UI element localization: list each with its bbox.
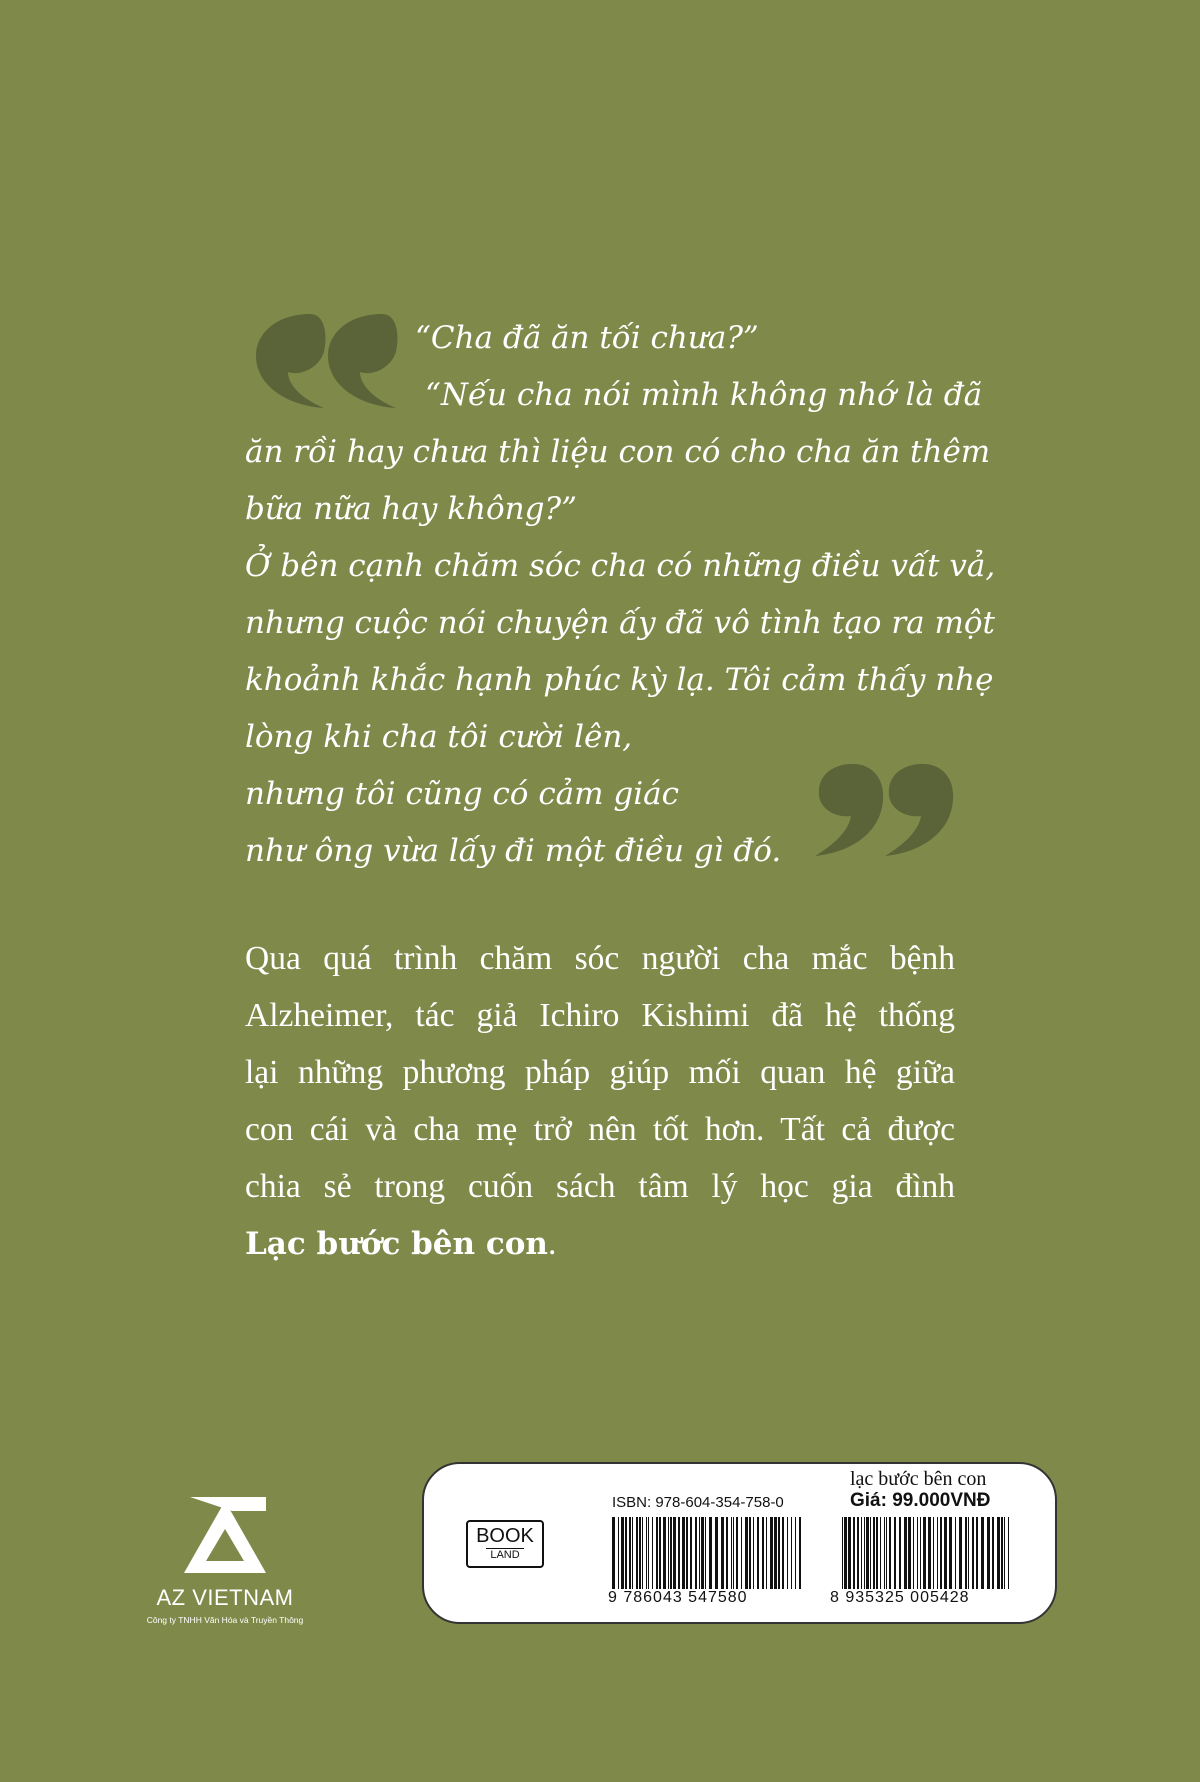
barcode-bar (726, 1517, 728, 1589)
barcode-bar (997, 1517, 1000, 1589)
barcode-bar (787, 1517, 788, 1589)
barcode-bar (884, 1517, 885, 1589)
barcode-bar (749, 1517, 751, 1589)
barcode-bar (799, 1517, 801, 1589)
price-label: Giá: 99.000VNĐ (850, 1490, 991, 1511)
barcode-bar (778, 1517, 780, 1589)
barcode-bar (699, 1517, 700, 1589)
barcode-bar (923, 1517, 926, 1589)
bookland-bottom: LAND (486, 1548, 524, 1562)
barcode-bar (899, 1517, 901, 1589)
barcode-bar (678, 1517, 680, 1589)
barcode-bar (870, 1517, 871, 1589)
description-line: Qua quá trình chăm sóc người cha mắc bệnh (245, 940, 955, 977)
barcode-bar (894, 1517, 896, 1589)
price-digits: 8 935325 005428 (830, 1589, 970, 1606)
barcode-bar (880, 1517, 881, 1589)
barcode-bar (904, 1517, 907, 1589)
barcode-bar (965, 1517, 967, 1589)
barcode-bar (652, 1517, 653, 1589)
barcode-bar (625, 1517, 627, 1589)
barcode-bar (639, 1517, 641, 1589)
barcode-bar (949, 1517, 952, 1589)
quote-line: khoảnh khắc hạnh phúc kỳ lạ. Tôi cảm thấy nhẹ (245, 662, 994, 698)
barcode-bar (682, 1517, 685, 1589)
barcode-bar (762, 1517, 764, 1589)
barcode-bar (889, 1517, 891, 1589)
barcode-bar (663, 1517, 666, 1589)
barcode-bar (1004, 1517, 1005, 1589)
barcode-bar (686, 1517, 688, 1589)
barcode-bar (659, 1517, 661, 1589)
barcode-bar (646, 1517, 647, 1589)
barcode-bar (933, 1517, 934, 1589)
barcode-bar (972, 1517, 974, 1589)
barcode-panel (422, 1462, 1057, 1624)
barcode-bar (705, 1517, 706, 1589)
barcode-bar (774, 1517, 777, 1589)
isbn-barcode (612, 1517, 804, 1589)
quote-line: lòng khi cha tôi cười lên, (245, 719, 633, 755)
quote-line: Ở bên cạnh chăm sóc cha có những điều vất vả, (245, 548, 996, 584)
barcode-bar (782, 1517, 784, 1589)
barcode-bar (673, 1517, 676, 1589)
description-line: Alzheimer, tác giả Ichiro Kishimi đã hệ thống (245, 997, 955, 1034)
quote-line: nhưng cuộc nói chuyện ấy đã vô tình tạo ra một (245, 605, 995, 641)
publisher-subtitle: Công ty TNHH Văn Hóa và Truyền Thông (146, 1615, 304, 1625)
barcode-bar (648, 1517, 649, 1589)
description-line: lại những phương pháp giúp mối quan hệ giữa (245, 1054, 955, 1091)
barcode-bar (670, 1517, 672, 1589)
price-barcode (842, 1517, 1012, 1589)
barcode-bar (913, 1517, 914, 1589)
barcode-bar (709, 1517, 712, 1589)
barcode-bar (629, 1517, 631, 1589)
barcode-bar (861, 1517, 862, 1589)
book-title: Lạc bước bên con (245, 1226, 548, 1262)
quote-line: nhưng tôi cũng có cảm giác (245, 776, 680, 812)
isbn-digits: 9 786043 547580 (608, 1589, 748, 1606)
barcode-bar (766, 1517, 767, 1589)
barcode-bar (873, 1517, 875, 1589)
barcode-bar (656, 1517, 658, 1589)
barcode-bar (636, 1517, 638, 1589)
barcode-bar (701, 1517, 704, 1589)
barcode-bar (937, 1517, 938, 1589)
description-line: chia sẻ trong cuốn sách tâm lý học gia đình (245, 1168, 955, 1205)
barcode-bar (721, 1517, 724, 1589)
barcode-bar (842, 1517, 843, 1589)
barcode-bar (791, 1517, 792, 1589)
isbn-label: ISBN: 978-604-354-758-0 (612, 1494, 784, 1511)
book-description (245, 930, 955, 1273)
barcode-bar (770, 1517, 773, 1589)
quote-text (245, 310, 996, 880)
quote-line: như ông vừa lấy đi một điều gì đó. (245, 833, 782, 869)
barcode-bar (621, 1517, 624, 1589)
barcode-bar (741, 1517, 742, 1589)
barcode-bar (642, 1517, 643, 1589)
barcode-bar (908, 1517, 911, 1589)
barcode-bar (618, 1517, 619, 1589)
barcode-bar (848, 1517, 851, 1589)
quote-line: bữa nữa hay không?” (245, 491, 577, 527)
barcode-bar (968, 1517, 969, 1589)
barcode-bar (876, 1517, 878, 1589)
bookland-top: BOOK (476, 1525, 534, 1547)
barcode-bar (976, 1517, 978, 1589)
barcode-bar (715, 1517, 718, 1589)
barcode-bar (736, 1517, 738, 1589)
barcode-bar (844, 1517, 847, 1589)
quote-line: ăn rồi hay chưa thì liệu con có cho cha ăn thêm (245, 434, 991, 470)
barcode-bar (753, 1517, 754, 1589)
publisher-name: AZ VIETNAM (156, 1585, 294, 1610)
barcode-bar (920, 1517, 921, 1589)
barcode-bar (668, 1517, 669, 1589)
barcode-bar (940, 1517, 942, 1589)
barcode-bar (612, 1517, 615, 1589)
description-line: con cái và cha mẹ trở nên tốt hơn. Tất cả được (245, 1111, 955, 1148)
barcode-bar (857, 1517, 859, 1589)
barcode-bar (757, 1517, 759, 1589)
az-logo-icon (180, 1495, 270, 1575)
barcode-bar (928, 1517, 931, 1589)
end-punctuation: . (547, 1225, 557, 1262)
barcode-bar (959, 1517, 962, 1589)
barcode-bar (795, 1517, 796, 1589)
barcode-bar (1001, 1517, 1003, 1589)
barcode-bar (853, 1517, 855, 1589)
barcode-bar (866, 1517, 869, 1589)
barcode-bar (690, 1517, 692, 1589)
barcode-bar (981, 1517, 984, 1589)
barcode-bar (864, 1517, 865, 1589)
barcode-book-title: lạc bước bên con (850, 1468, 987, 1490)
bookland-logo (466, 1520, 544, 1568)
barcode-bar (1008, 1517, 1009, 1589)
barcode-bar (944, 1517, 947, 1589)
quote-line: “Cha đã ăn tối chưa?” (415, 320, 759, 356)
barcode-bar (886, 1517, 887, 1589)
description-last-line (245, 1215, 955, 1273)
barcode-bar (992, 1517, 994, 1589)
quote-line: “Nếu cha nói mình không nhớ là đã (425, 377, 983, 413)
barcode-bar (695, 1517, 697, 1589)
publisher-logo-block (125, 1495, 325, 1625)
barcode-bar (733, 1517, 734, 1589)
barcode-bar (917, 1517, 918, 1589)
barcode-bar (731, 1517, 732, 1589)
barcode-bar (955, 1517, 956, 1589)
barcode-bar (745, 1517, 748, 1589)
barcode-bar (632, 1517, 633, 1589)
barcode-bar (987, 1517, 990, 1589)
